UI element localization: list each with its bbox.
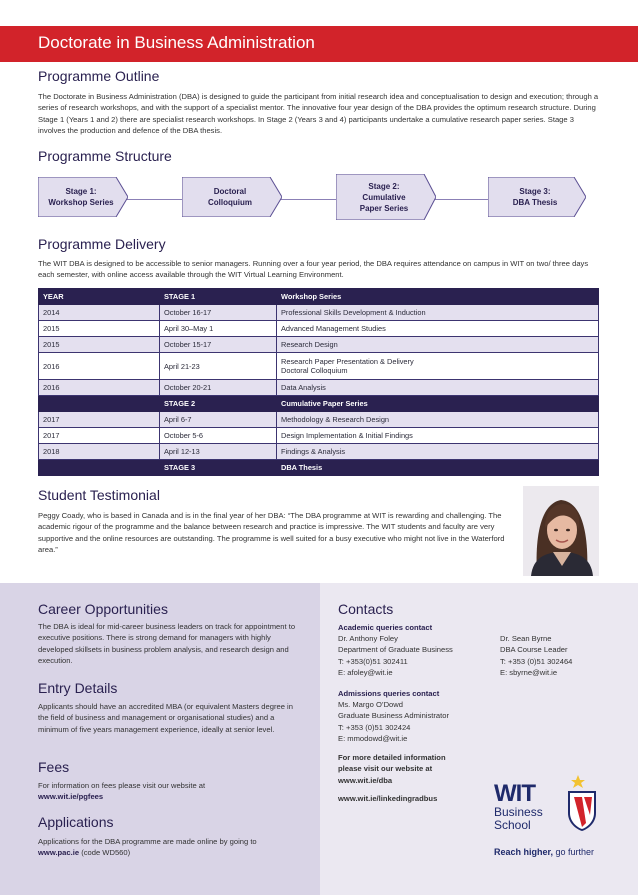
stage-2-box xyxy=(336,174,436,220)
table-cell-year: 2015 xyxy=(39,321,160,337)
table-stage-3-row xyxy=(39,460,599,476)
academic-contact-title: Academic queries contact xyxy=(338,623,433,632)
applications-link[interactable]: www.pac.ie xyxy=(38,848,80,858)
table-cell-stage-title: DBA Thesis xyxy=(277,460,599,476)
table-cell-date: April 30–May 1 xyxy=(160,321,277,337)
schedule-table xyxy=(38,288,599,476)
table-cell-date: April 6-7 xyxy=(160,412,277,428)
outline-heading: Programme Outline xyxy=(38,68,160,84)
table-cell-topic: Methodology & Research Design xyxy=(277,412,599,428)
career-heading: Career Opportunities xyxy=(38,601,168,617)
page-title: Doctorate in Business Administration xyxy=(38,33,315,52)
table-cell-topic: Research Paper Presentation & Delivery Doctoral Colloquium xyxy=(277,353,599,380)
table-header-row xyxy=(39,289,599,305)
table-cell-date: April 21-23 xyxy=(160,353,277,380)
table-cell-stage-title: Cumulative Paper Series xyxy=(277,396,599,412)
table-cell-stage-label: STAGE 3 xyxy=(160,460,277,476)
table-row xyxy=(39,321,599,337)
stage-colloquium-label: Doctoral Colloquium xyxy=(208,187,252,207)
student-photo xyxy=(523,486,599,576)
table-header-year: YEAR xyxy=(39,289,160,305)
table-cell-blank xyxy=(39,460,160,476)
table-cell-topic: Professional Skills Development & Induction xyxy=(277,305,599,321)
admissions-contact: Ms. Margo O’Dowd Graduate Business Administrator T: +353 (0)51 302424 E: mmodowd@wit.ie xyxy=(338,700,450,743)
table-cell-blank xyxy=(39,396,160,412)
table-row xyxy=(39,337,599,353)
table-row xyxy=(39,305,599,321)
entry-heading: Entry Details xyxy=(38,680,118,696)
table-cell-year: 2018 xyxy=(39,444,160,460)
table-cell-year: 2015 xyxy=(39,337,160,353)
fees-link[interactable]: www.wit.ie/pgfees xyxy=(38,792,104,802)
linkedin-link[interactable]: www.wit.ie/linkedingradbus xyxy=(338,794,438,803)
stage-3-box xyxy=(488,177,586,217)
table-stage-2-row xyxy=(39,396,599,412)
outline-text: The Doctorate in Business Administration (DBA) is designed to guide the participant from initial research idea and conceptualisation to design and execution; through a series of research workshops, and with the support of a specialist mentor. The innovative four year design of the DBA provides the optimum research structure. During Stage 1 (Years 1 and 2) there are specialist research workshops. In Stage 2 (Years 3 and 4) participants undertake a cumulative research paper series. Stage 3 involves the production and defence of the DBA thesis. xyxy=(38,92,599,135)
table-row xyxy=(39,412,599,428)
stage-3-label: Stage 3: DBA Thesis xyxy=(512,187,558,207)
stage-colloquium-box xyxy=(182,177,282,217)
logo-crest-icon xyxy=(564,775,600,831)
entry-text: Applicants should have an accredited MBA (or equivalent Masters degree in the field of business and management or organisational studies) and a minimum of five years management experience, ideally at senior level. xyxy=(38,702,293,734)
table-cell-topic: Research Design xyxy=(277,337,599,353)
stage-2-label: Stage 2: Cumulative Paper Series xyxy=(359,181,409,213)
fees-text: For information on fees please visit our website at www.wit.ie/pgfees xyxy=(38,781,206,802)
more-info: For more detailed information please visit our website at www.wit.ie/dba xyxy=(338,753,446,785)
table-row xyxy=(39,353,599,380)
testimonial-heading: Student Testimonial xyxy=(38,487,160,503)
applications-text: Applications for the DBA programme are made online by going to www.pac.ie (code WD560) xyxy=(38,837,257,858)
stage-1-label: Stage 1: Workshop Series xyxy=(48,187,114,207)
table-cell-topic: Data Analysis xyxy=(277,380,599,396)
fees-heading: Fees xyxy=(38,759,70,775)
career-text: The DBA is ideal for mid-career business leaders on track for appointment to executive positions. There is strong demand for managers with highly developed skillsets in business problem analysis, and research design and execution. xyxy=(38,622,296,665)
table-cell-topic: Advanced Management Studies xyxy=(277,321,599,337)
contacts-heading: Contacts xyxy=(338,601,394,617)
dba-link[interactable]: www.wit.ie/dba xyxy=(338,775,393,785)
admissions-contact-title: Admissions queries contact xyxy=(338,689,440,698)
table-header-series: Workshop Series xyxy=(277,289,599,305)
table-cell-date: October 5-6 xyxy=(160,428,277,444)
academic-contact-2: Dr. Sean Byrne DBA Course Leader T: +353 (0)51 302464 E: sbyrne@wit.ie xyxy=(500,634,573,677)
table-cell-stage-label: STAGE 2 xyxy=(160,396,277,412)
table-cell-date: October 20-21 xyxy=(160,380,277,396)
table-cell-year: 2016 xyxy=(39,380,160,396)
delivery-text: The WIT DBA is designed to be accessible to senior managers. Running over a four year period, the DBA requires attendance on campus in WIT on two/ three days each semester, with online access available through the WIT Virtual Learning Environment. xyxy=(38,259,589,280)
table-cell-date: October 15-17 xyxy=(160,337,277,353)
logo-school-text: School xyxy=(494,818,531,832)
table-row xyxy=(39,380,599,396)
table-cell-topic: Design Implementation & Initial Findings xyxy=(277,428,599,444)
footer xyxy=(0,583,638,895)
table-cell-topic: Findings & Analysis xyxy=(277,444,599,460)
table-cell-year: 2016 xyxy=(39,353,160,380)
logo-tagline: Reach higher, go further xyxy=(494,847,595,857)
logo-wit-text: WIT xyxy=(494,780,535,807)
table-row xyxy=(39,428,599,444)
student-portrait-icon xyxy=(523,486,599,576)
structure-heading: Programme Structure xyxy=(38,148,172,164)
table-cell-date: October 16-17 xyxy=(160,305,277,321)
logo-business-text: Business xyxy=(494,805,543,819)
table-header-stage: STAGE 1 xyxy=(160,289,277,305)
table-row xyxy=(39,444,599,460)
testimonial-text: Peggy Coady, who is based in Canada and is in the final year of her DBA: “The DBA programme at WIT is rewarding and challenging. The academic rigour of the programme and the balance between research and practice is impressive. The WIT students and faculty are very supportive and the online resources are outstanding. The programme is well suited for a busy executive who might not live in the Waterford area.” xyxy=(38,511,505,554)
stage-connector xyxy=(115,199,535,200)
table-cell-year: 2017 xyxy=(39,428,160,444)
academic-contact-1: Dr. Anthony Foley Department of Graduate Business T: +353(0)51 302411 E: afoley@wit.ie xyxy=(338,634,453,677)
delivery-heading: Programme Delivery xyxy=(38,236,166,252)
stage-1-box xyxy=(38,177,128,217)
table-cell-date: April 12-13 xyxy=(160,444,277,460)
table-cell-year: 2014 xyxy=(39,305,160,321)
applications-heading: Applications xyxy=(38,814,114,830)
table-cell-year: 2017 xyxy=(39,412,160,428)
